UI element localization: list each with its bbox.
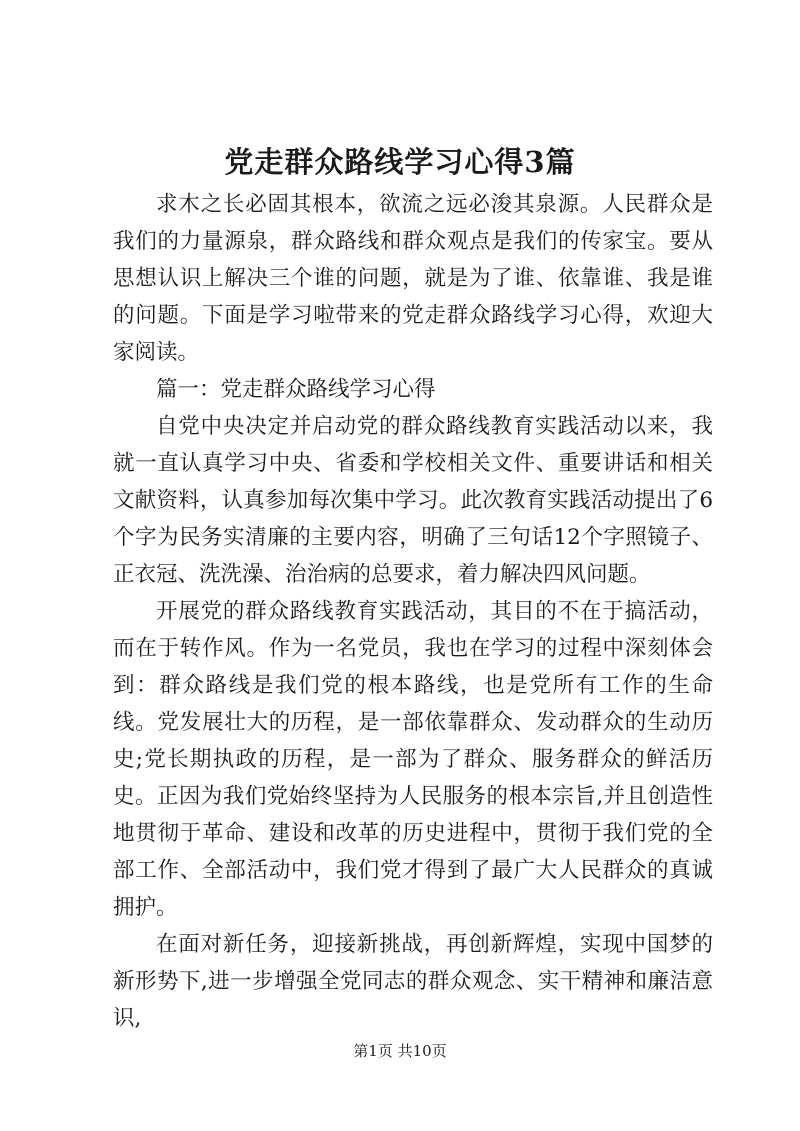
page-footer: 第1页 共10页 — [353, 1042, 447, 1060]
paragraph: 自党中央决定并启动党的群众路线教育实践活动以来，我就一直认真学习中央、省委和学校相关文件、重要讲话和相关文献资料，认真参加每次集中学习。此次教育实践活动提出了6个字为民务实清廉的主要内容，明确了三句话12个字照镜子、正衣冠、洗洗澡、治治病的总要求，着力解决四风问题。 — [113, 414, 713, 587]
section-heading: 篇一：党走群众路线学习心得 — [156, 377, 436, 402]
paragraph: 在面对新任务，迎接新挑战，再创新辉煌，实现中国梦的新形势下,进一步增强全党同志的群众观念、实干精神和廉洁意识, — [113, 932, 713, 1031]
page-title: 党走群众路线学习心得3篇 — [224, 145, 576, 179]
paragraph-intro: 求木之长必固其根本，欲流之远必浚其泉源。人民群众是我们的力量源泉，群众路线和群众观点是我们的传家宝。要从思想认识上解决三个谁的问题，就是为了谁、依靠谁、我是谁的问题。下面是学习啦带来的党走群众路线学习心得，欢迎大家阅读。 — [113, 192, 713, 365]
paragraph: 开展党的群众路线教育实践活动，其目的不在于搞活动，而在于转作风。作为一名党员，我也在学习的过程中深刻体会到：群众路线是我们党的根本路线，也是党所有工作的生命线。党发展壮大的历程，是一部依靠群众、发动群众的生动历史;党长期执政的历程，是一部为了群众、服务群众的鲜活历史。正因为我们党始终坚持为人民服务的根本宗旨,并且创造性地贯彻于革命、建设和改革的历史进程中，贯彻于我们党的全部工作、全部活动中，我们党才得到了最广大人民群众的真诚拥护。 — [113, 599, 713, 920]
document-body — [113, 186, 713, 1037]
